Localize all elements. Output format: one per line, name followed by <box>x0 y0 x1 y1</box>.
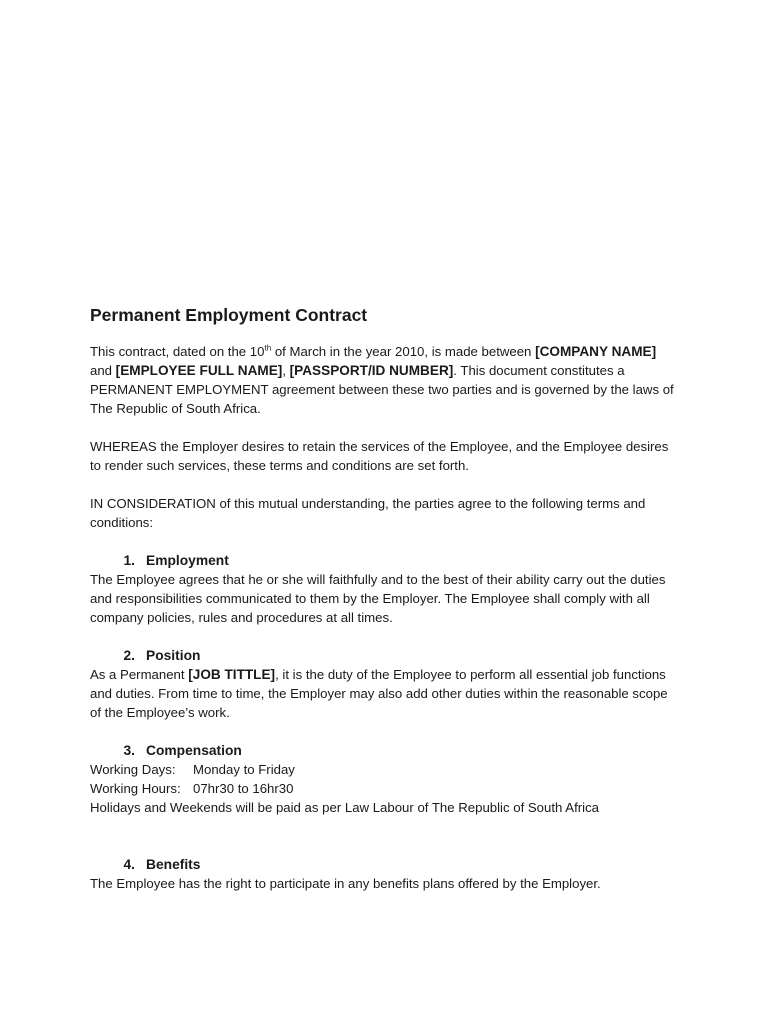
intro-text-3: and <box>90 363 116 378</box>
employee-name-placeholder: [EMPLOYEE FULL NAME] <box>115 363 283 378</box>
position-text-2: , it is the duty of the Employee to perform all essential job functions and duties. From time to time, the Employer may also add other duties within the reasonable scope of the Employee’s work. <box>90 667 668 720</box>
working-hours-label: Working Hours: <box>90 781 181 796</box>
section-title: Compensation <box>146 743 242 758</box>
passport-id-placeholder: [PASSPORT/ID NUMBER] <box>289 363 454 378</box>
working-days-label: Working Days: <box>90 762 176 777</box>
section-heading-compensation <box>90 741 680 760</box>
section-number: 1. <box>123 553 135 568</box>
intro-text-4: , <box>282 363 290 378</box>
section-body-position <box>90 665 680 722</box>
position-text-1: As a Permanent <box>90 667 189 682</box>
working-days-value: Monday to Friday <box>193 762 295 777</box>
section-heading-position <box>90 646 680 665</box>
document-title: Permanent Employment Contract <box>90 305 368 325</box>
intro-text-1: This contract, dated on the 10 <box>90 344 265 359</box>
section-compensation <box>90 741 680 817</box>
working-hours-value: 07hr30 to 16hr30 <box>193 781 294 796</box>
section-heading-employment <box>90 551 680 570</box>
section-number: 4. <box>123 857 135 872</box>
section-body-employment: The Employee agrees that he or she will faithfully and to the best of their ability carry out the duties and responsibilities communicated to them by the Employer. The Employee shall comply with all company policies, rules and procedures at all times. <box>90 572 666 625</box>
holidays-text: Holidays and Weekends will be paid as per Law Labour of The Republic of South Africa <box>90 800 599 815</box>
intro-paragraph <box>90 342 680 418</box>
job-title-placeholder: [JOB TITTLE] <box>188 667 276 682</box>
consideration-paragraph: IN CONSIDERATION of this mutual understanding, the parties agree to the following terms and conditions: <box>90 496 646 530</box>
intro-text-5: . This document constitutes a PERMANENT EMPLOYMENT agreement between these two parties and is governed by the laws of The Republic of South Africa. <box>90 363 674 416</box>
document-page <box>90 302 680 912</box>
section-number: 3. <box>123 743 135 758</box>
intro-superscript: th <box>264 343 272 353</box>
working-days-row <box>90 760 680 779</box>
section-title: Employment <box>146 553 229 568</box>
section-benefits <box>90 855 680 893</box>
section-body-benefits: The Employee has the right to participate in any benefits plans offered by the Employer. <box>90 876 601 891</box>
section-title: Position <box>146 648 201 663</box>
section-position <box>90 646 680 722</box>
section-heading-benefits <box>90 855 680 874</box>
section-employment <box>90 551 680 627</box>
whereas-paragraph: WHEREAS the Employer desires to retain the services of the Employee, and the Employee desires to render such services, these terms and conditions are set forth. <box>90 439 669 473</box>
intro-text-2: of March in the year 2010, is made between <box>271 344 536 359</box>
section-number: 2. <box>123 648 135 663</box>
working-hours-row <box>90 779 680 798</box>
company-name-placeholder: [COMPANY NAME] <box>535 344 657 359</box>
section-title: Benefits <box>146 857 201 872</box>
